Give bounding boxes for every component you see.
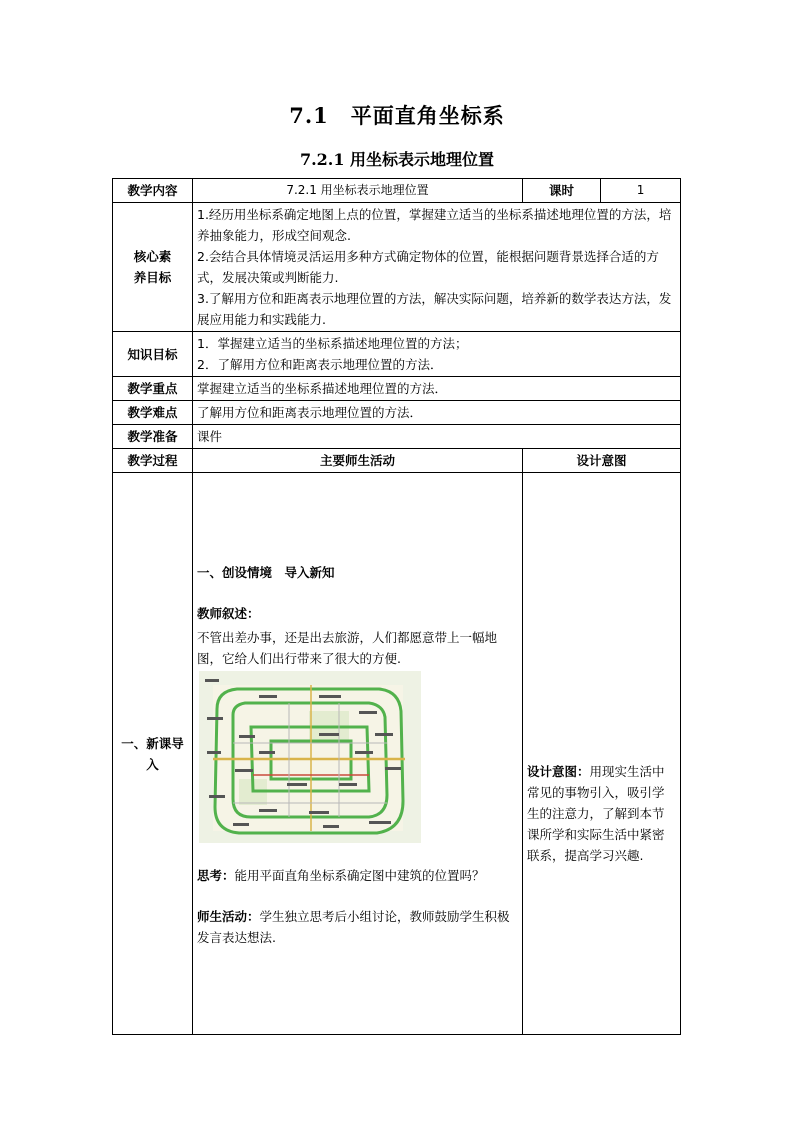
- row-stage: [113, 473, 681, 1035]
- stage-design: [523, 473, 681, 1035]
- row-headers: [113, 449, 681, 473]
- stage-label-text: 一、新课导入: [121, 735, 184, 772]
- core-value: [193, 203, 681, 332]
- think-text: 能用平面直角坐标系确定图中建筑的位置吗？: [234, 867, 485, 883]
- think-label: 思考：: [197, 867, 235, 883]
- hours-label: 课时: [523, 179, 601, 203]
- core-label-text: 核心素养目标: [133, 249, 172, 285]
- stage-label: [113, 473, 193, 1035]
- row-key: [113, 377, 681, 401]
- stage-activity: [193, 473, 523, 1035]
- design-text: 用现实生活中常见的事物引入，吸引学生的注意力，了解到本节课所学和实际生活中紧密联系，提高学习兴趣.: [527, 764, 665, 863]
- activity-block: [197, 906, 518, 948]
- design-header: 设计意图: [523, 449, 681, 473]
- knowledge-value: [193, 332, 681, 377]
- hours-value: 1: [601, 179, 681, 203]
- think-block: [197, 865, 518, 886]
- core-item-3: 3.了解用方位和距离表示地理位置的方法，解决实际问题，培养新的数学表达方法，发展应用能力和实践能力.: [197, 291, 672, 327]
- knowledge-label: 知识目标: [113, 332, 193, 377]
- process-header: 教学过程: [113, 449, 193, 473]
- teacher-text: 不管出差办事，还是出去旅游，人们都愿意带上一幅地图，它给人们出行带来了很大的方便.: [197, 629, 498, 666]
- page-subtitle: 7.2.1 用坐标表示地理位置: [299, 150, 495, 169]
- row-knowledge: [113, 332, 681, 377]
- page-title: 7.1 平面直角坐标系: [289, 103, 505, 128]
- prep-value: 课件: [193, 425, 681, 449]
- knowledge-item-2: 2．了解用方位和距离表示地理位置的方法．: [197, 357, 443, 372]
- content-label: 教学内容: [113, 179, 193, 203]
- activity-text: 学生独立思考后小组讨论，教师鼓励学生积极发言表达想法.: [197, 908, 510, 945]
- teacher-label: 教师叙述：: [197, 605, 260, 621]
- key-label: 教学重点: [113, 377, 193, 401]
- knowledge-item-1: 1．掌握建立适当的坐标系描述地理位置的方法；: [197, 336, 468, 351]
- content-value: 7.2.1 用坐标表示地理位置: [193, 179, 523, 203]
- activity-label: 师生活动：: [197, 908, 260, 924]
- city-map-image: [199, 671, 421, 843]
- key-value: 掌握建立适当的坐标系描述地理位置的方法．: [193, 377, 681, 401]
- difficult-value: 了解用方位和距离表示地理位置的方法．: [193, 401, 681, 425]
- core-item-2: 2.会结合具体情境灵活运用多种方式确定物体的位置，能根据问题背景选择合适的方式，发展决策或判断能力.: [197, 249, 659, 285]
- design-block: [527, 761, 676, 866]
- activity-header: 主要师生活动: [193, 449, 523, 473]
- prep-label: 教学准备: [113, 425, 193, 449]
- row-difficult: [113, 401, 681, 425]
- design-label: 设计意图：: [527, 764, 590, 779]
- lesson-plan-table: [112, 178, 681, 1035]
- difficult-label: 教学难点: [113, 401, 193, 425]
- row-core: [113, 203, 681, 332]
- row-content: [113, 179, 681, 203]
- row-prep: [113, 425, 681, 449]
- core-item-1: 1.经历用坐标系确定地图上点的位置，掌握建立适当的坐标系描述地理位置的方法，培养抽象能力，形成空间观念.: [197, 207, 672, 243]
- stage-heading: 一、创设情境 导入新知: [197, 564, 335, 580]
- core-label: [113, 203, 193, 332]
